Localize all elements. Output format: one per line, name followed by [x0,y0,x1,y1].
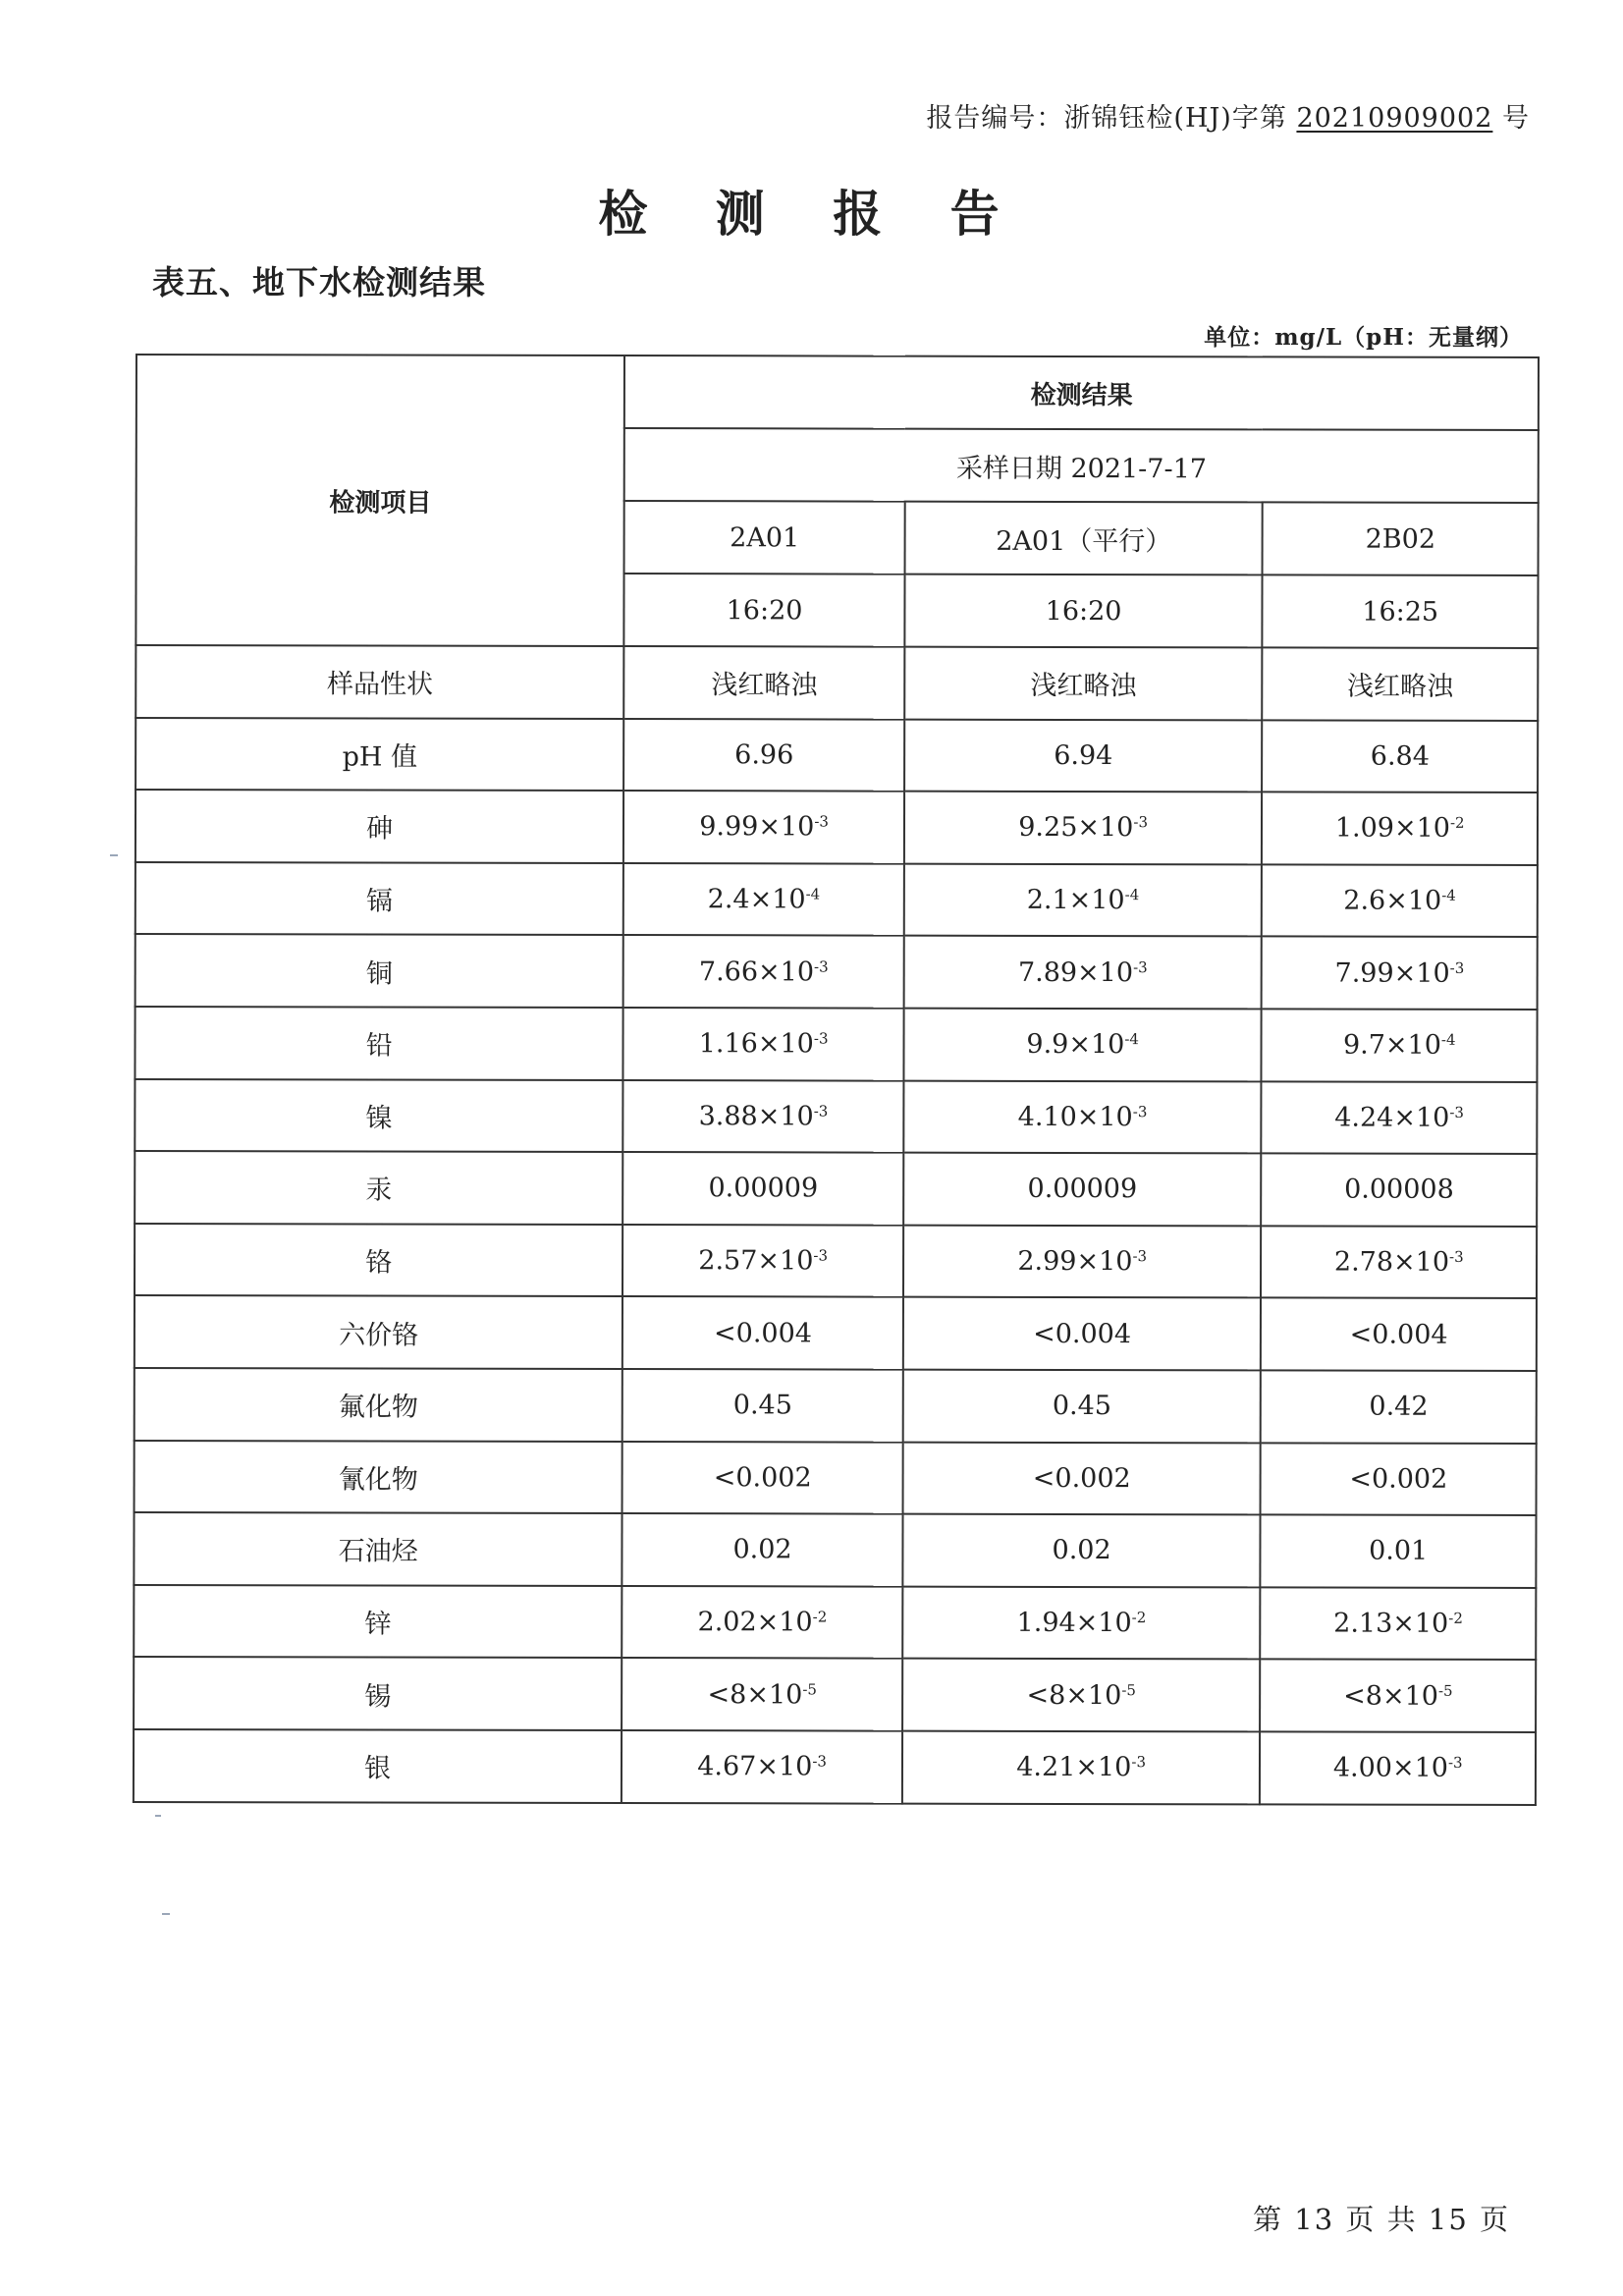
value-exponent: -3 [1449,1247,1464,1266]
value-mantissa: 0.42 [1369,1391,1429,1422]
table-row [134,1657,1536,1732]
column-id: 2A01 [624,501,905,574]
result-value [1262,1081,1538,1154]
value-mantissa: 2.1×10 [1026,884,1125,916]
value-mantissa: 4.24×10 [1334,1102,1450,1133]
result-value [1260,1731,1536,1804]
report-number-line [926,96,1530,135]
value-mantissa: 0.00008 [1344,1175,1454,1206]
value-mantissa: 1.94×10 [1016,1607,1132,1639]
result-value [904,647,1263,720]
table-caption: 表五、地下水检测结果 [152,263,486,301]
value-mantissa: 4.21×10 [1016,1752,1132,1783]
value-mantissa: <0.004 [1033,1318,1132,1349]
page-footer: 第 13 页 共 15 页 [1253,2203,1510,2236]
result-value [623,935,904,1008]
value-mantissa: <0.004 [714,1317,813,1349]
result-value [1262,864,1538,937]
value-exponent: -3 [1447,1754,1463,1773]
item-name: 镍 [135,1079,623,1153]
table-row [134,1729,1536,1805]
table-row [134,1585,1536,1661]
result-value [903,1225,1262,1297]
header-row-1 [136,355,1539,430]
value-mantissa: <0.002 [1349,1463,1448,1495]
item-name: 氟化物 [135,1368,623,1442]
value-mantissa: 9.9×10 [1026,1029,1125,1061]
value-mantissa: 浅红略浊 [1030,671,1137,702]
result-value [623,791,904,863]
result-value [902,1442,1261,1514]
value-mantissa: <8×10 [1026,1679,1122,1711]
item-name: 砷 [135,790,624,863]
result-value [1262,937,1538,1010]
value-exponent: -3 [813,1029,829,1048]
table-row [135,790,1538,865]
value-mantissa: <8×10 [707,1678,803,1711]
value-exponent: -2 [1131,1609,1147,1627]
value-mantissa: 2.4×10 [707,884,806,915]
result-value [1261,1370,1537,1443]
result-value [1262,793,1538,865]
result-value [1261,1515,1537,1588]
column-id: 2A01（平行） [904,502,1263,575]
result-value [1262,1154,1538,1227]
table-row [135,718,1538,793]
value-mantissa: 2.78×10 [1333,1246,1450,1278]
value-exponent: -4 [1441,886,1456,904]
value-exponent: -3 [1449,958,1465,977]
table-row [134,1512,1536,1588]
item-name: 银 [134,1729,622,1803]
value-exponent: -3 [1132,1247,1148,1266]
result-value [1263,647,1539,720]
table-row [135,934,1538,1010]
result-value [903,1370,1262,1443]
item-name: 锌 [134,1585,622,1659]
result-value [623,1152,904,1225]
item-name: 铅 [135,1007,623,1080]
value-exponent: -2 [1448,1609,1463,1627]
result-header: 检测结果 [624,355,1539,430]
result-value [902,1659,1261,1731]
result-value [1263,720,1539,793]
item-name: pH 值 [135,718,624,792]
column-time: 16:25 [1263,574,1539,648]
value-mantissa: 浅红略浊 [1346,671,1454,703]
result-value [623,1080,904,1153]
result-value [622,1296,903,1369]
report-number-suffix: 号 [1502,103,1530,134]
result-value [903,1153,1262,1226]
result-value [904,792,1263,864]
table-row [135,1224,1537,1299]
value-mantissa: 0.00009 [708,1173,819,1204]
result-value [623,719,904,792]
result-value [623,1008,904,1080]
result-value [903,1009,1262,1081]
value-mantissa: 0.00009 [1027,1174,1138,1205]
result-value [903,1297,1262,1370]
result-value [1261,1443,1537,1515]
value-mantissa: 2.99×10 [1017,1245,1133,1278]
value-mantissa: 7.99×10 [1334,957,1450,989]
value-mantissa: 4.10×10 [1017,1101,1133,1132]
value-exponent: -3 [1133,957,1148,976]
result-value [903,1080,1262,1153]
scan-speck [162,1913,170,1915]
results-table [133,354,1540,1805]
result-value [903,936,1262,1009]
column-time: 16:20 [624,574,905,647]
value-mantissa: 0.02 [1052,1535,1111,1566]
value-exponent: -2 [812,1608,828,1626]
value-mantissa: <8×10 [1343,1680,1438,1712]
report-number-prefix: 报告编号：浙锦钰检(HJ)字第 [926,103,1287,134]
value-exponent: -3 [813,1102,829,1121]
item-name: 氰化物 [135,1441,623,1514]
result-value [1261,1660,1537,1732]
result-value [624,646,905,719]
result-value [902,1586,1261,1659]
item-name: 锡 [134,1657,622,1730]
result-value [622,1225,903,1297]
result-value [622,1442,903,1514]
result-value [902,1514,1261,1587]
result-value [622,1586,903,1659]
value-mantissa: <0.004 [1349,1319,1448,1350]
table-row [135,645,1538,721]
value-exponent: -3 [814,957,829,976]
value-exponent: -3 [1131,1753,1147,1772]
result-value [622,1513,903,1586]
result-value [902,1731,1261,1804]
result-value [1261,1587,1537,1660]
value-exponent: -4 [1440,1031,1456,1050]
value-mantissa: 1.09×10 [1334,813,1450,845]
table-row [135,1368,1537,1444]
result-value [1261,1298,1537,1371]
value-exponent: -3 [1133,813,1149,832]
value-mantissa: 2.13×10 [1333,1608,1449,1639]
value-exponent: -5 [1121,1680,1137,1699]
column-id: 2B02 [1263,502,1539,575]
value-mantissa: 浅红略浊 [711,670,818,701]
value-mantissa: 6.94 [1054,739,1113,771]
value-mantissa: <0.002 [713,1462,812,1494]
table-row [135,1441,1537,1516]
item-name: 铜 [135,934,624,1008]
value-mantissa: <0.002 [1032,1462,1131,1494]
value-mantissa: 9.99×10 [699,811,815,843]
value-exponent: -5 [802,1680,817,1699]
value-exponent: -4 [805,885,821,903]
value-mantissa: 4.67×10 [697,1751,813,1782]
item-header: 检测项目 [135,355,624,646]
value-mantissa: 7.89×10 [1017,957,1134,988]
value-mantissa: 0.45 [1052,1391,1111,1422]
table-row [135,1079,1537,1155]
value-mantissa: 3.88×10 [698,1101,814,1132]
result-value [1261,1226,1537,1298]
unit-note: 单位：mg/L（pH：无量纲） [1204,324,1523,351]
item-name: 六价铬 [135,1295,623,1369]
item-name: 样品性状 [135,645,624,719]
scan-speck [155,1815,161,1817]
value-exponent: -3 [813,1246,829,1265]
value-mantissa: 4.00×10 [1332,1752,1448,1784]
value-mantissa: 6.84 [1370,740,1430,772]
table-row [135,862,1538,938]
table-row [135,1295,1537,1371]
value-mantissa: 2.02×10 [697,1607,813,1638]
value-mantissa: 9.25×10 [1018,812,1134,844]
value-exponent: -3 [812,1752,827,1771]
value-mantissa: 0.45 [732,1390,792,1421]
result-value [904,863,1263,936]
result-value [622,1730,902,1803]
report-number: 20210909002 [1296,103,1493,134]
value-mantissa: 7.66×10 [698,956,815,988]
scan-speck [110,854,118,856]
value-mantissa: 2.57×10 [698,1245,814,1277]
page-title: 检 测 报 告 [598,186,1025,243]
value-exponent: -3 [1132,1102,1148,1121]
column-time: 16:20 [904,574,1263,648]
item-name: 铬 [135,1224,623,1297]
result-value [622,1658,902,1730]
value-exponent: -3 [1449,1103,1464,1121]
value-mantissa: 1.16×10 [698,1028,814,1060]
result-value [622,1369,903,1442]
value-exponent: -4 [1124,886,1140,904]
result-value [1262,1009,1538,1081]
value-exponent: -4 [1124,1030,1139,1049]
value-mantissa: 2.6×10 [1343,885,1442,916]
item-name: 镉 [135,862,624,936]
result-value [904,719,1263,792]
value-mantissa: 6.96 [734,739,794,771]
value-mantissa: 0.02 [732,1534,792,1565]
table-row [135,1151,1537,1227]
item-name: 石油烃 [134,1512,622,1586]
value-exponent: -3 [814,812,829,831]
item-name: 汞 [135,1151,623,1225]
value-exponent: -5 [1437,1681,1453,1700]
value-mantissa: 9.7×10 [1342,1029,1441,1062]
value-exponent: -2 [1449,814,1465,833]
value-mantissa: 0.01 [1369,1536,1429,1567]
sampling-date: 采样日期 2021-7-17 [624,428,1539,503]
table-row [135,1007,1537,1082]
result-value [623,863,904,936]
